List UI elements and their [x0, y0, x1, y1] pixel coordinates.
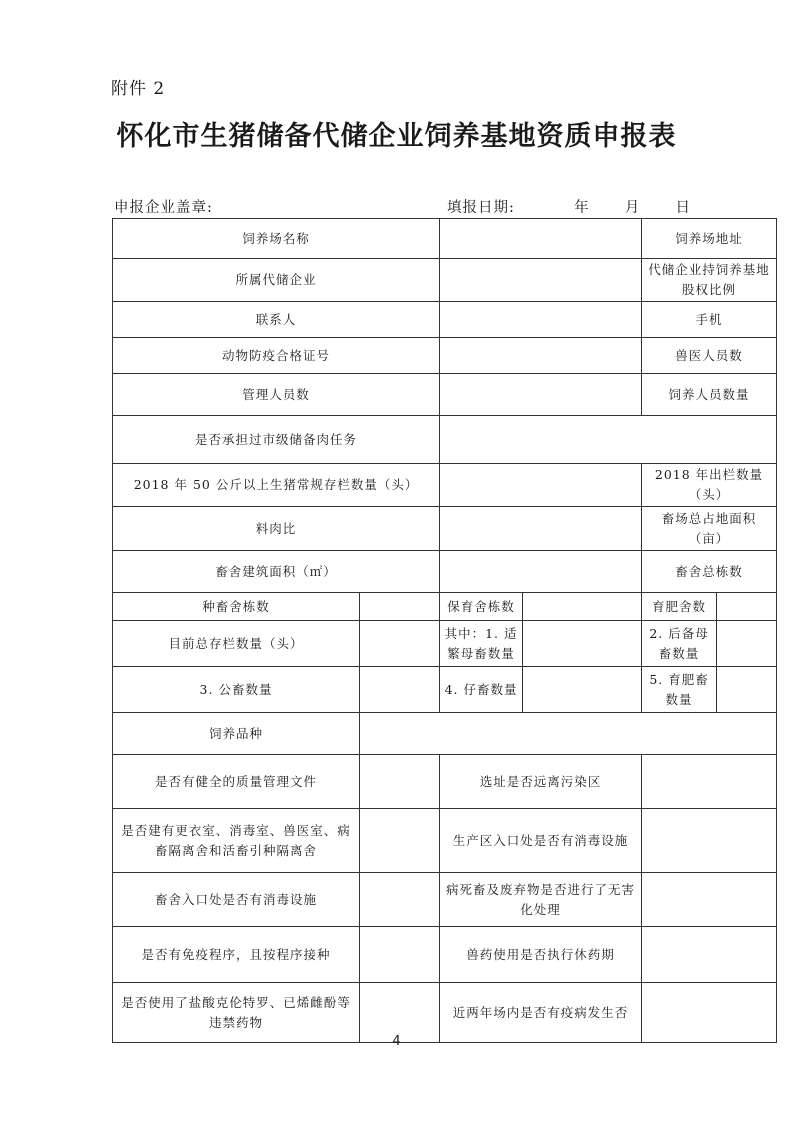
quality-docs-field[interactable]: [360, 755, 440, 809]
mgmt-count-label: 管理人员数: [113, 374, 440, 416]
nursery-barns-label: 保育舍栋数: [440, 593, 523, 621]
boar-count-field[interactable]: [360, 667, 440, 713]
table-row: [113, 593, 777, 621]
quality-docs-label: 是否有健全的质量管理文件: [113, 755, 360, 809]
reserve-task-field[interactable]: [440, 416, 777, 464]
site-pollution-label: 选址是否远离污染区: [440, 755, 642, 809]
table-row: [113, 873, 777, 927]
table-row: [113, 713, 777, 755]
day-label: 日: [675, 200, 692, 216]
parent-company-label: 所属代储企业: [113, 259, 440, 302]
farm-area-label: 畜场总占地面积（亩）: [642, 507, 777, 551]
breeding-barns-label: 种畜舍栋数: [113, 593, 360, 621]
applicant-seal-label: 申报企业盖章:: [114, 200, 213, 216]
barn-entrance-label: 畜舍入口处是否有消毒设施: [113, 873, 360, 927]
contact-label: 联系人: [113, 302, 440, 338]
fattening-barns-label: 育肥舍数: [642, 593, 717, 621]
farm-name-field[interactable]: [440, 219, 642, 259]
table-row: [113, 464, 777, 507]
immunization-field[interactable]: [360, 927, 440, 983]
fattening-count-label: 5. 育肥畜数量: [642, 667, 717, 713]
withdrawal-label: 兽药使用是否执行休药期: [440, 927, 642, 983]
table-row: [113, 507, 777, 551]
barn-area-field[interactable]: [440, 551, 642, 593]
sow-count-label: 其中：1. 适繁母畜数量: [440, 621, 523, 667]
banned-drugs-label: 是否使用了盐酸克伦特罗、已烯雌酚等违禁药物: [113, 983, 360, 1043]
table-row: [113, 667, 777, 713]
facilities-label: 是否建有更衣室、消毒室、兽医室、病畜隔离舍和活畜引种隔离舍: [113, 809, 360, 873]
epidemic-cert-field[interactable]: [440, 338, 642, 374]
table-row: [113, 551, 777, 593]
mgmt-count-field[interactable]: [440, 374, 642, 416]
piglet-count-field[interactable]: [523, 667, 642, 713]
reserve-task-label: 是否承担过市级储备肉任务: [113, 416, 440, 464]
reserve-sow-label: 2. 后备母畜数量: [642, 621, 717, 667]
nursery-barns-field[interactable]: [523, 593, 642, 621]
fattening-count-field[interactable]: [717, 667, 777, 713]
production-entrance-field[interactable]: [642, 809, 777, 873]
attachment-label: 附件 2: [111, 79, 166, 99]
withdrawal-field[interactable]: [642, 927, 777, 983]
form-title: 怀化市生猪储备代储企业饲养基地资质申报表: [116, 121, 677, 152]
table-row: [113, 416, 777, 464]
barn-entrance-field[interactable]: [360, 873, 440, 927]
total-stock-label: 目前总存栏数量（头）: [113, 621, 360, 667]
barn-area-label: 畜舍建筑面积（㎡）: [113, 551, 440, 593]
sow-count-field[interactable]: [523, 621, 642, 667]
epidemic-cert-label: 动物防疫合格证号: [113, 338, 440, 374]
farm-address-label: 饲养场地址: [642, 219, 777, 259]
table-row: [113, 219, 777, 259]
boar-count-label: 3. 公畜数量: [113, 667, 360, 713]
table-row: [113, 755, 777, 809]
stock-2018-label: 2018 年 50 公斤以上生猪常规存栏数量（头）: [113, 464, 440, 507]
table-row: [113, 621, 777, 667]
facilities-field[interactable]: [360, 809, 440, 873]
feed-meat-ratio-label: 料肉比: [113, 507, 440, 551]
barn-total-label: 畜舍总栋数: [642, 551, 777, 593]
equity-ratio-label: 代储企业持饲养基地股权比例: [642, 259, 777, 302]
contact-field[interactable]: [440, 302, 642, 338]
breed-label: 饲养品种: [113, 713, 360, 755]
table-row: [113, 338, 777, 374]
reserve-sow-field[interactable]: [717, 621, 777, 667]
application-form-table: [112, 218, 777, 1043]
table-row: [113, 259, 777, 302]
dead-waste-field[interactable]: [642, 873, 777, 927]
total-stock-field[interactable]: [360, 621, 440, 667]
table-row: [113, 302, 777, 338]
table-row: [113, 809, 777, 873]
fill-date: [447, 196, 691, 217]
page-number: 4: [392, 1034, 401, 1049]
fattening-barns-field[interactable]: [717, 593, 777, 621]
site-pollution-field[interactable]: [642, 755, 777, 809]
month-label: 月: [624, 200, 641, 216]
piglet-count-label: 4. 仔畜数量: [440, 667, 523, 713]
parent-company-field[interactable]: [440, 259, 642, 302]
epidemic-history-label: 近两年场内是否有疫病发生否: [440, 983, 642, 1043]
fill-date-label: 填报日期:: [447, 200, 515, 216]
table-row: [113, 374, 777, 416]
breeder-count-label: 饲养人员数量: [642, 374, 777, 416]
breed-field[interactable]: [360, 713, 777, 755]
mobile-label: 手机: [642, 302, 777, 338]
year-label: 年: [574, 200, 590, 216]
vet-count-label: 兽医人员数: [642, 338, 777, 374]
farm-name-label: 饲养场名称: [113, 219, 440, 259]
dead-waste-label: 病死畜及废弃物是否进行了无害化处理: [440, 873, 642, 927]
immunization-label: 是否有免疫程序，且按程序接种: [113, 927, 360, 983]
feed-meat-ratio-field[interactable]: [440, 507, 642, 551]
out-2018-label: 2018 年出栏数量（头）: [642, 464, 777, 507]
production-entrance-label: 生产区入口处是否有消毒设施: [440, 809, 642, 873]
table-row: [113, 927, 777, 983]
stock-2018-field[interactable]: [440, 464, 642, 507]
breeding-barns-field[interactable]: [360, 593, 440, 621]
